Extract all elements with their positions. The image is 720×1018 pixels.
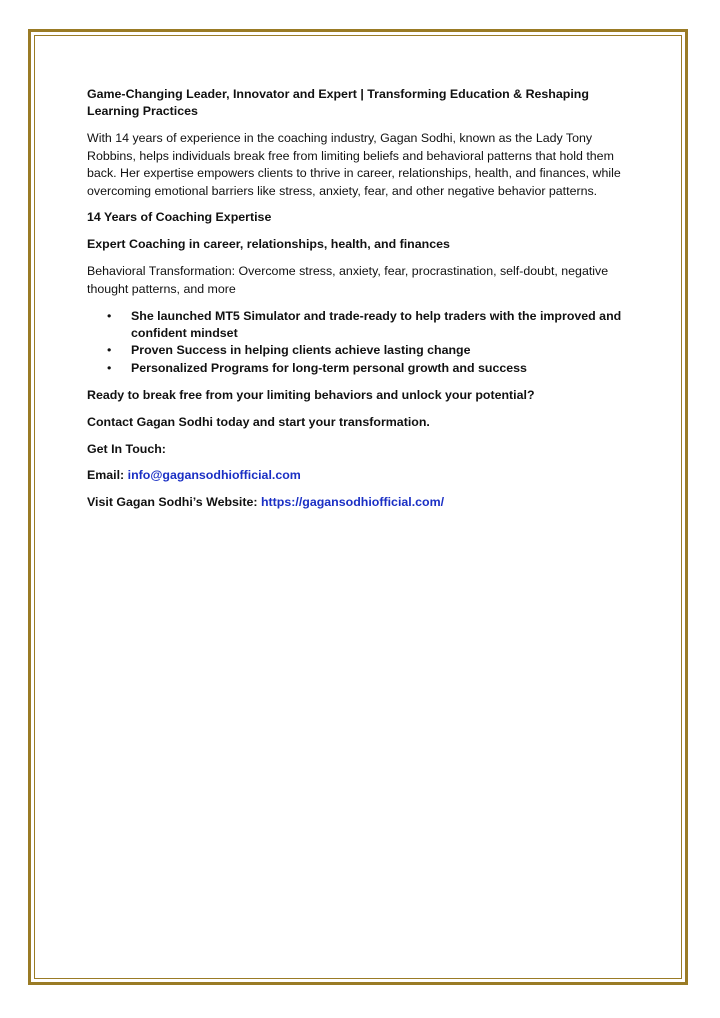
website-link[interactable]: https://gagansodhiofficial.com/ (260, 495, 445, 510)
get-in-touch-heading: Get In Touch: (87, 441, 166, 456)
contact-line: Contact Gagan Sodhi today and start your transformation. (87, 414, 430, 429)
website-line (87, 494, 643, 511)
bullet-icon: • (107, 308, 112, 323)
list-item-text: Personalized Programs for long-term personal growth and success (131, 360, 527, 375)
list-item-text: She launched MT5 Simulator and trade-ready to help traders with the improved and confident mindset (131, 308, 622, 340)
bullet-icon: • (107, 360, 112, 375)
expertise-line: 14 Years of Coaching Expertise (87, 210, 272, 225)
website-label: Visit Gagan Sodhi’s Website: (87, 495, 261, 510)
behavioral-paragraph: Behavioral Transformation: Overcome stress, anxiety, fear, procrastination, self-doubt, negative thought patterns, and more (87, 264, 609, 296)
intro-paragraph: With 14 years of experience in the coaching industry, Gagan Sodhi, known as the Lady Tony Robbins, helps individuals break free from limiting beliefs and behavioral patterns that hold them back. Her expertise empowers clients to thrive in career, relationships, health, and finances, while overcoming emotional barriers like stress, anxiety, fear, and other negative behavior patterns. (87, 131, 621, 198)
document-heading: Game-Changing Leader, Innovator and Expert | Transforming Education & Reshaping Learning Practices (87, 87, 589, 119)
list-item (87, 342, 643, 359)
highlights-list (87, 308, 643, 378)
email-link[interactable]: info@gagansodhiofficial.com (127, 468, 301, 483)
coaching-line: Expert Coaching in career, relationships, health, and finances (87, 237, 450, 252)
email-line (87, 467, 643, 484)
list-item-text: Proven Success in helping clients achieve lasting change (131, 343, 471, 358)
document-body (87, 86, 643, 521)
list-item (87, 308, 643, 343)
bullet-icon: • (107, 343, 112, 358)
list-item (87, 360, 643, 377)
question-line: Ready to break free from your limiting behaviors and unlock your potential? (87, 387, 535, 402)
email-label: Email: (87, 468, 128, 483)
